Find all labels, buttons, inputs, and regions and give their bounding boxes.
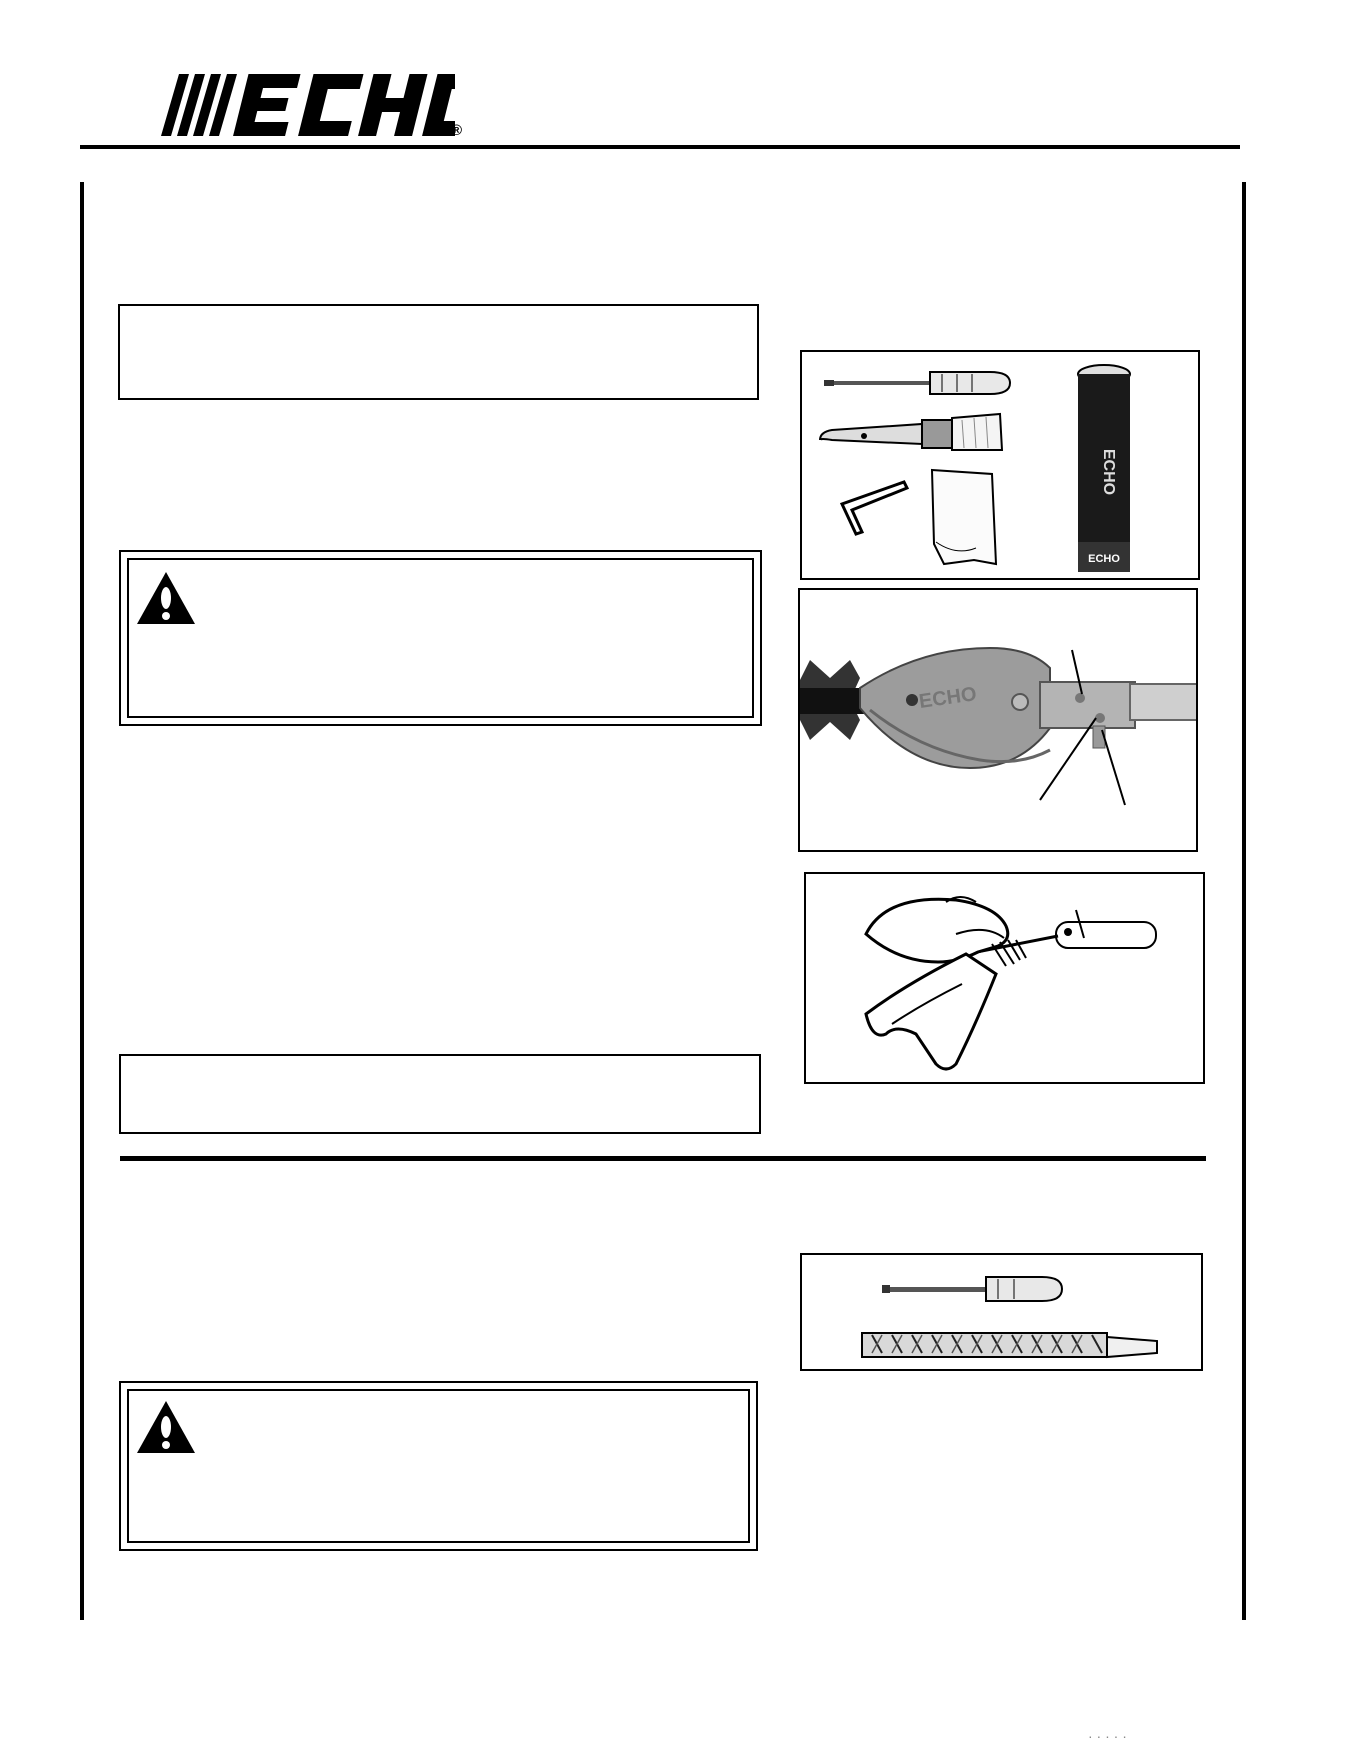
file-icon <box>862 1333 1157 1357</box>
right-margin-rule <box>1242 182 1246 1620</box>
cleaning-illustration <box>806 874 1205 1084</box>
figure-cleaning <box>804 872 1205 1084</box>
section-divider <box>120 1156 1206 1161</box>
sharpening-tools-illustration <box>802 1255 1203 1371</box>
footer-text: · · · · · <box>1088 1728 1127 1744</box>
tools-illustration <box>802 352 1200 580</box>
echo-logo-graphic <box>155 68 455 142</box>
figure-tools-grease <box>800 350 1200 580</box>
warning-box-1-inner <box>127 558 754 718</box>
note-box-2 <box>119 1054 761 1134</box>
warning-box-2-inner <box>127 1389 750 1543</box>
left-margin-rule <box>80 182 84 1620</box>
grease-tube-icon <box>1078 365 1130 572</box>
svg-text:ECHO: ECHO <box>1088 553 1120 565</box>
gear-head-illustration <box>800 590 1198 852</box>
hex-key-icon <box>842 482 907 534</box>
note-box-1 <box>118 304 759 400</box>
screwdriver-icon <box>824 372 1010 394</box>
screwdriver-icon <box>882 1277 1062 1301</box>
warning-box-1 <box>119 550 762 726</box>
callout-line-3 <box>1102 730 1125 805</box>
warning-triangle-icon <box>135 1399 197 1455</box>
rag-icon <box>932 470 996 564</box>
svg-text:ECHO: ECHO <box>1100 448 1117 496</box>
figure-sharpening-tools <box>800 1253 1203 1371</box>
header-rule <box>80 145 1240 149</box>
registered-mark: ® <box>451 122 463 139</box>
figure-gear-head <box>798 588 1198 852</box>
svg-text:ECHO: ECHO <box>917 683 978 713</box>
warning-box-2 <box>119 1381 758 1551</box>
echo-logo <box>155 68 475 142</box>
brush-icon <box>820 414 1002 450</box>
warning-triangle-icon <box>135 570 197 626</box>
